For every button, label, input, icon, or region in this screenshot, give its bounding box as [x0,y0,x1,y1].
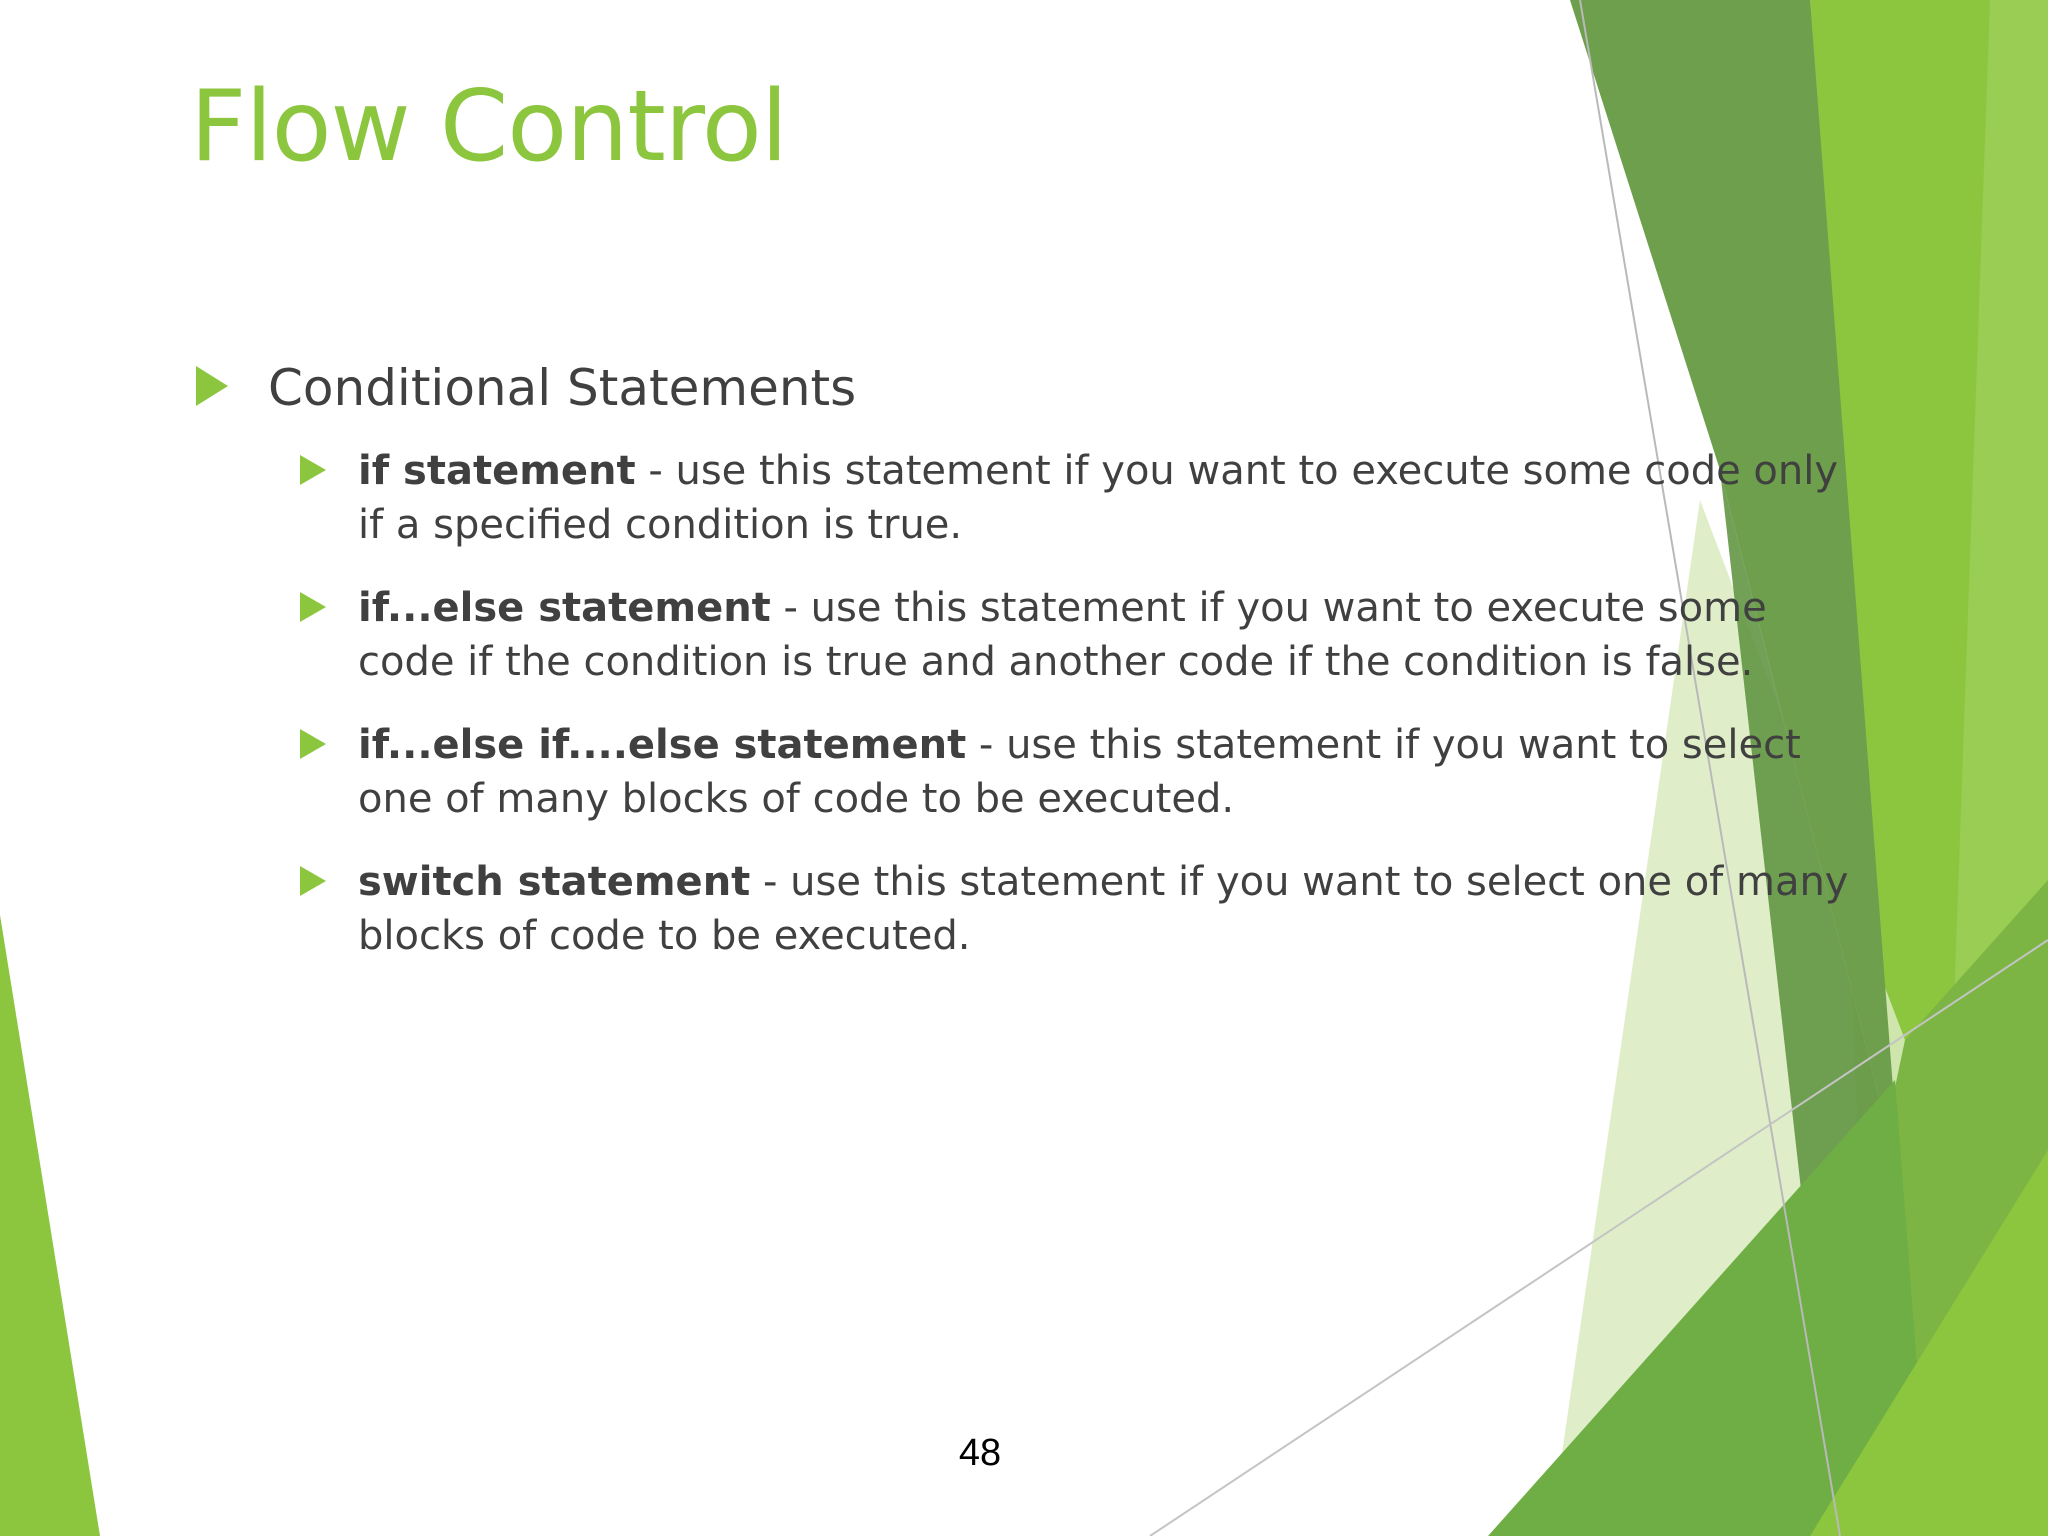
item-line: one of many blocks of code to be executed. [358,776,1235,822]
triangle-right-icon [196,366,228,406]
list-item [358,855,2048,963]
slide-title: Flow Control [190,70,788,184]
item-line [358,855,2048,909]
item-desc: - use this statement if you want to select [966,722,1801,768]
list-item [358,718,2048,826]
triangle-right-icon [300,866,326,896]
item-line: code if the condition is true and another code if the condition is false. [358,639,1754,685]
list-item [358,444,2048,552]
triangle-right-icon [300,455,326,485]
item-term: switch statement [358,859,751,905]
triangle-right-icon [300,592,326,622]
page-number: 48 [958,1432,1002,1474]
triangle-right-icon [300,729,326,759]
slide-content [190,350,1910,992]
left-green-sliver [0,915,100,1536]
item-line: blocks of code to be executed. [358,913,971,959]
item-line [358,444,2048,498]
heading-text: Conditional Statements [268,359,857,417]
list-item [358,581,2048,689]
item-line [358,718,2048,772]
item-desc: - use this statement if you want to execute some code only [635,448,1839,494]
item-line: if a specified condition is true. [358,502,963,548]
item-term: if...else statement [358,585,771,631]
item-line [358,581,2048,635]
item-desc: - use this statement if you want to execute some [770,585,1767,631]
bullet-heading [190,350,1910,426]
item-desc: - use this statement if you want to select one of many [750,859,1849,905]
item-term: if statement [358,448,636,494]
item-term: if...else if....else statement [358,722,967,768]
